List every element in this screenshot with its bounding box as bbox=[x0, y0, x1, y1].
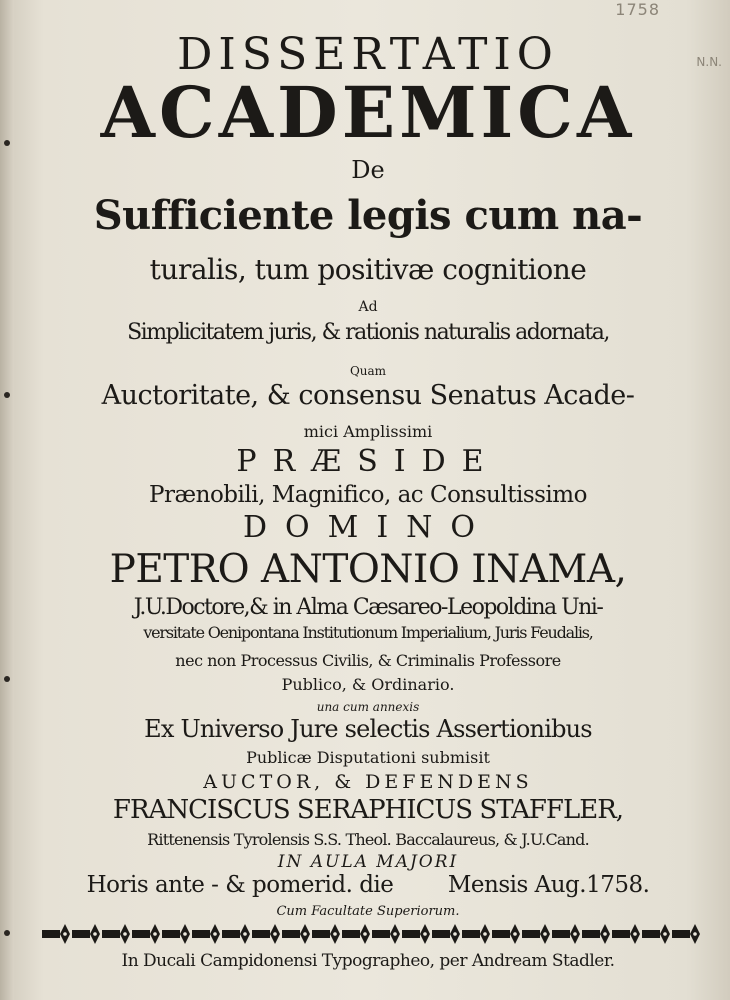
name-defendens: FRANCISCUS SERAPHICUS STAFFLER, bbox=[112, 795, 624, 825]
line-rittenensis: Rittenensis Tyrolensis S.S. Theol. Baccalaureus, & J.U.Cand. bbox=[147, 830, 589, 849]
title-dissertatio: DISSERTATIO bbox=[177, 29, 559, 80]
binding-hole bbox=[4, 140, 10, 146]
binding-hole bbox=[4, 392, 10, 398]
line-disputationi: Publicæ Disputationi submisit bbox=[246, 748, 490, 767]
line-annexis: una cum annexis bbox=[316, 700, 420, 714]
pencil-mark-date: 1758 bbox=[615, 0, 660, 19]
line-praenobili: Prænobili, Magnifico, ac Consultissimo bbox=[149, 482, 587, 508]
title-academica: ACADEMICA bbox=[100, 71, 636, 154]
line-universitate: versitate Oenipontana Institutionum Imperialium, Juris Feudalis, bbox=[143, 623, 593, 642]
line-quam: Quam bbox=[349, 364, 387, 378]
line-de: De bbox=[351, 156, 385, 184]
name-praeses: PETRO ANTONIO INAMA, bbox=[109, 547, 627, 592]
line-doctore: J.U.Doctore,& in Alma Cæsareo-Leopoldina Uni- bbox=[133, 595, 603, 620]
line-subject-1: Sufficiente legis cum na- bbox=[93, 192, 643, 239]
line-facultate: Cum Facultate Superiorum. bbox=[276, 904, 460, 919]
line-ad: Ad bbox=[358, 299, 378, 315]
ornament-border bbox=[40, 921, 700, 947]
imprint: In Ducali Campidonensi Typographeo, per Andream Stadler. bbox=[121, 951, 615, 971]
line-praeside: PRÆSIDE bbox=[236, 444, 500, 479]
line-auctor: AUCTOR, & DEFENDENS bbox=[203, 771, 533, 793]
binding-hole bbox=[4, 930, 10, 936]
ornament-pattern bbox=[42, 924, 700, 944]
pencil-mark-side: N.N. bbox=[696, 55, 722, 69]
line-aula: IN AULA MAJORI bbox=[277, 852, 459, 872]
line-horis: Horis ante - & pomerid. die Mensis Aug.1758. bbox=[86, 872, 650, 898]
binding-edge bbox=[0, 0, 14, 1000]
line-simplicitatem: Simplicitatem juris, & rationis naturalis adornata, bbox=[127, 320, 609, 345]
line-amplissimi: mici Amplissimi bbox=[303, 422, 433, 441]
line-domino: DOMINO bbox=[242, 510, 494, 545]
line-assertionibus: Ex Universo Jure selectis Assertionibus bbox=[144, 715, 592, 743]
line-auctoritate: Auctoritate, & consensu Senatus Acade- bbox=[101, 380, 635, 411]
line-subject-2: turalis, tum positivæ cognitione bbox=[149, 253, 587, 286]
line-publico: Publico, & Ordinario. bbox=[281, 675, 455, 694]
line-processus: nec non Processus Civilis, & Criminalis Professore bbox=[175, 651, 561, 670]
binding-hole bbox=[4, 676, 10, 682]
